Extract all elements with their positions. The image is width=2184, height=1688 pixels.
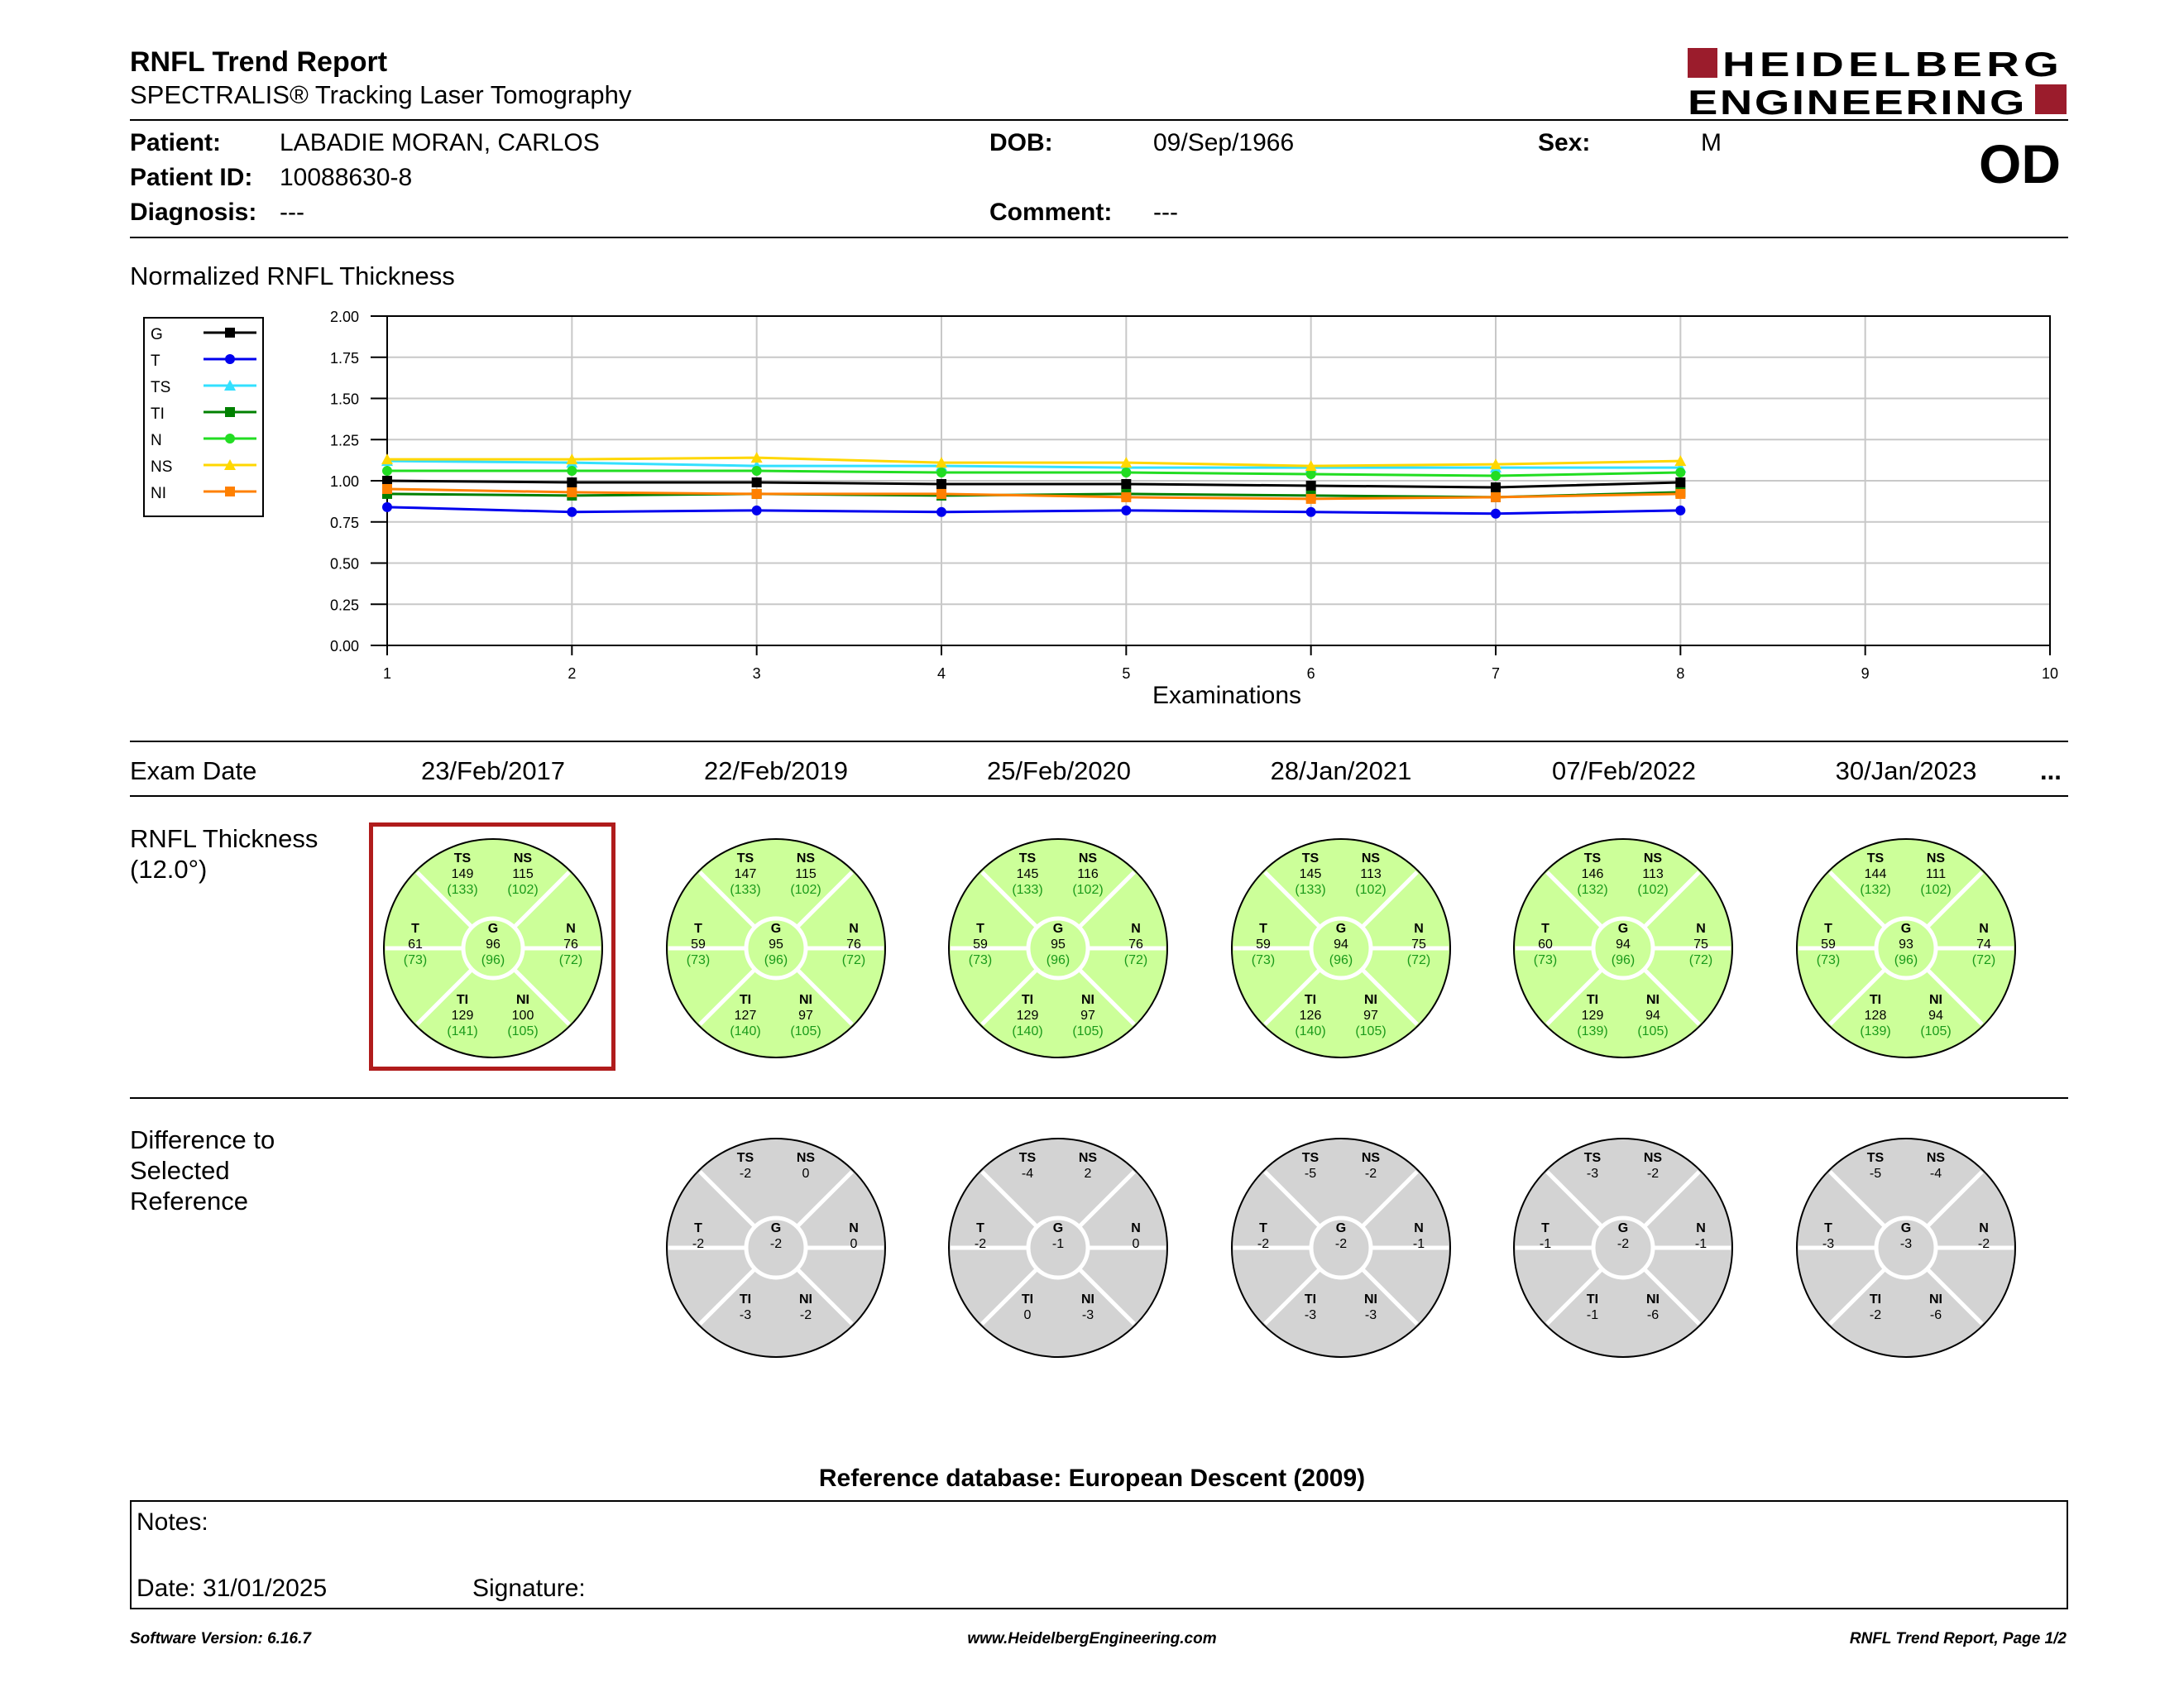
sector-value-ts: -2 — [739, 1167, 752, 1181]
sector-normal-t: (73) — [968, 953, 993, 967]
sector-value-ni: -3 — [1364, 1308, 1377, 1322]
sector-value-ti: 129 — [1581, 1009, 1604, 1023]
sector-label-ni: NI — [799, 993, 812, 1007]
sector-value-ns: 111 — [1925, 867, 1947, 881]
sector-label-ti: TI — [456, 993, 469, 1007]
sector-label-ts: TS — [1866, 1151, 1885, 1165]
sector-normal-g: (96) — [1046, 953, 1070, 967]
chart-title: Normalized RNFL Thickness — [130, 261, 455, 290]
svg-text:ENGINEERING: ENGINEERING — [1688, 83, 2027, 119]
sector-label-n: N — [1979, 1221, 1989, 1235]
sector-value-ns: 2 — [1084, 1167, 1092, 1181]
sector-value-ts: 145 — [1299, 867, 1322, 881]
difference-label-line1: Difference to — [130, 1125, 275, 1154]
sector-label-ns: NS — [1361, 1151, 1381, 1165]
sector-normal-ns: (102) — [1637, 883, 1669, 897]
sector-value-ni: -6 — [1646, 1308, 1660, 1322]
sector-normal-ts: (133) — [447, 883, 478, 897]
sector-label-ts: TS — [453, 851, 472, 866]
sector-value-ts: 149 — [451, 867, 474, 881]
sector-value-g: 94 — [1334, 938, 1348, 952]
x-tick-label: 10 — [2041, 665, 2059, 682]
sector-value-t: -2 — [1257, 1237, 1270, 1251]
sector-value-ti: -3 — [1304, 1308, 1317, 1322]
sector-normal-g: (96) — [1329, 953, 1353, 967]
sector-normal-ti: (139) — [1860, 1024, 1891, 1038]
sector-value-g: 93 — [1899, 938, 1913, 952]
sector-normal-n: (72) — [1971, 953, 1996, 967]
sector-value-ni: 97 — [1080, 1009, 1095, 1023]
rnfl-thickness-circle-4 — [1232, 839, 1450, 1057]
sector-label-ts: TS — [1583, 1151, 1602, 1165]
sector-label-ti: TI — [1586, 1292, 1599, 1307]
sector-label-g: G — [1900, 1221, 1912, 1235]
sector-normal-ni: (105) — [790, 1024, 821, 1038]
sector-normal-ts: (133) — [1295, 883, 1326, 897]
sector-label-ts: TS — [1301, 851, 1320, 866]
sex-value: M — [1701, 129, 1722, 156]
sector-value-n: -1 — [1694, 1237, 1707, 1251]
sector-label-ti: TI — [1021, 993, 1034, 1007]
sector-label-n: N — [1131, 1221, 1141, 1235]
sector-value-ts: -5 — [1304, 1167, 1317, 1181]
sector-label-ni: NI — [799, 1292, 812, 1307]
sector-value-ns: 115 — [512, 867, 534, 881]
sector-label-n: N — [566, 922, 576, 936]
sector-label-n: N — [849, 1221, 859, 1235]
sector-normal-ns: (102) — [507, 883, 539, 897]
rnfl-label: RNFL Thickness — [130, 824, 318, 853]
sector-normal-g: (96) — [1894, 953, 1918, 967]
sector-label-t: T — [694, 922, 702, 936]
x-tick-label: 8 — [1676, 665, 1685, 682]
sector-value-ns: -2 — [1364, 1167, 1377, 1181]
exam-date-5: 07/Feb/2022 — [1551, 756, 1697, 785]
sector-normal-n: (72) — [558, 953, 583, 967]
eye-indicator: OD — [1979, 133, 2061, 194]
x-tick-label: 3 — [752, 665, 761, 682]
sector-value-n: 75 — [1411, 938, 1426, 952]
y-tick-label: 0.25 — [329, 597, 359, 614]
sector-value-ns: 113 — [1360, 867, 1382, 881]
sector-value-t: -1 — [1539, 1237, 1552, 1251]
notes-label: Notes: — [136, 1508, 208, 1536]
sector-normal-ns: (102) — [1920, 883, 1952, 897]
sector-normal-ti: (140) — [730, 1024, 761, 1038]
sex-label: Sex: — [1538, 129, 1591, 156]
exam-date-6: 30/Jan/2023 — [1835, 756, 1977, 785]
sector-label-ts: TS — [1866, 851, 1885, 866]
sector-value-ni: 97 — [798, 1009, 813, 1023]
x-tick-label: 4 — [936, 665, 946, 682]
sector-value-g: -2 — [769, 1237, 783, 1251]
y-tick-label: 1.50 — [329, 391, 359, 408]
sector-label-g: G — [1335, 922, 1347, 936]
sector-label-ti: TI — [1021, 1292, 1034, 1307]
sector-value-t: 59 — [1821, 938, 1836, 952]
sector-value-g: -2 — [1334, 1237, 1348, 1251]
sector-label-ni: NI — [1929, 1292, 1942, 1307]
sector-value-ts: 147 — [734, 867, 757, 881]
sector-value-n: 76 — [563, 938, 578, 952]
sector-label-g: G — [770, 922, 782, 936]
sector-value-g: 95 — [769, 938, 783, 952]
sector-value-g: -2 — [1616, 1237, 1630, 1251]
sector-label-ns: NS — [796, 851, 816, 866]
sector-label-ni: NI — [1081, 993, 1094, 1007]
sector-value-ts: -5 — [1869, 1167, 1882, 1181]
difference-circle-6 — [1797, 1139, 2015, 1357]
sector-label-ns: NS — [1926, 1151, 1946, 1165]
diagnosis-label: Diagnosis: — [130, 199, 257, 226]
sector-normal-n: (72) — [1688, 953, 1713, 967]
sector-value-ts: -4 — [1021, 1167, 1034, 1181]
legend-label-n: N — [151, 432, 162, 449]
sector-value-g: 96 — [486, 938, 500, 952]
sector-label-ti: TI — [1586, 993, 1599, 1007]
difference-circle-5 — [1514, 1139, 1732, 1357]
exam-date-3: 25/Feb/2020 — [986, 756, 1132, 785]
sector-value-ts: 146 — [1581, 867, 1604, 881]
sector-normal-ts: (132) — [1577, 883, 1608, 897]
y-tick-label: 1.75 — [329, 349, 359, 367]
sector-value-ns: 113 — [1642, 867, 1664, 881]
sector-value-g: 94 — [1616, 938, 1631, 952]
sector-value-t: -2 — [974, 1237, 987, 1251]
sector-label-ti: TI — [739, 993, 752, 1007]
sector-normal-g: (96) — [481, 953, 505, 967]
sector-normal-ts: (132) — [1860, 883, 1891, 897]
sector-normal-ti: (139) — [1577, 1024, 1608, 1038]
sector-normal-ni: (105) — [1920, 1024, 1952, 1038]
sector-value-ni: -6 — [1929, 1308, 1942, 1322]
x-tick-label: 9 — [1861, 665, 1870, 682]
y-tick-label: 0.50 — [329, 555, 359, 573]
sector-label-ts: TS — [736, 1151, 754, 1165]
sector-label-ns: NS — [1078, 851, 1098, 866]
sector-normal-ti: (140) — [1295, 1024, 1326, 1038]
signature-label: Signature: — [472, 1575, 586, 1602]
sector-label-ti: TI — [739, 1292, 752, 1307]
y-tick-label: 0.00 — [329, 638, 359, 655]
rnfl-label-angle: (12.0°) — [130, 855, 208, 884]
sector-normal-ts: (133) — [1012, 883, 1043, 897]
sector-label-ni: NI — [516, 993, 529, 1007]
patient-id-value: 10088630-8 — [280, 164, 413, 191]
sector-label-t: T — [1259, 1221, 1267, 1235]
sector-label-n: N — [1979, 922, 1989, 936]
legend-label-t: T — [151, 352, 160, 370]
sector-label-t: T — [411, 922, 419, 936]
sector-value-ti: -1 — [1586, 1308, 1599, 1322]
sector-label-g: G — [1052, 922, 1064, 936]
sector-value-n: 0 — [1132, 1237, 1140, 1251]
sector-label-t: T — [694, 1221, 702, 1235]
sector-label-n: N — [1696, 1221, 1706, 1235]
exam-date-label: Exam Date — [130, 756, 257, 785]
sector-label-ti: TI — [1869, 1292, 1882, 1307]
sector-label-t: T — [1824, 1221, 1832, 1235]
sector-label-ti: TI — [1304, 993, 1317, 1007]
sector-value-t: 60 — [1538, 938, 1553, 952]
y-tick-label: 1.00 — [329, 473, 359, 490]
sector-value-ns: -2 — [1646, 1167, 1660, 1181]
sector-value-ni: 94 — [1645, 1009, 1660, 1023]
sector-value-n: 75 — [1693, 938, 1708, 952]
sector-label-t: T — [976, 1221, 984, 1235]
difference-label-line2: Selected — [130, 1156, 230, 1185]
sector-label-ns: NS — [796, 1151, 816, 1165]
sector-normal-ti: (140) — [1012, 1024, 1043, 1038]
patient-id-label: Patient ID: — [130, 164, 253, 191]
report-subtitle: SPECTRALIS® Tracking Laser Tomography — [130, 80, 632, 109]
dob-label: DOB: — [989, 129, 1053, 156]
sector-value-ti: 127 — [734, 1009, 757, 1023]
sector-value-t: 59 — [691, 938, 706, 952]
difference-circle-3 — [949, 1139, 1167, 1357]
exam-date-1: 23/Feb/2017 — [420, 756, 566, 785]
sector-label-ns: NS — [1643, 851, 1663, 866]
sector-label-n: N — [1414, 922, 1424, 936]
sector-label-g: G — [1900, 922, 1912, 936]
x-tick-label: 6 — [1306, 665, 1315, 682]
sector-label-ns: NS — [1361, 851, 1381, 866]
sector-value-ns: -4 — [1929, 1167, 1942, 1181]
sector-normal-ni: (105) — [507, 1024, 539, 1038]
sector-value-ni: 100 — [511, 1009, 534, 1023]
sector-label-ni: NI — [1646, 993, 1660, 1007]
sector-label-n: N — [1131, 922, 1141, 936]
sector-label-g: G — [770, 1221, 782, 1235]
sector-label-g: G — [1617, 922, 1629, 936]
sector-value-ts: 144 — [1864, 867, 1887, 881]
sector-label-ni: NI — [1929, 993, 1942, 1007]
sector-label-ts: TS — [1583, 851, 1602, 866]
x-tick-label: 1 — [382, 665, 392, 682]
sector-label-g: G — [1052, 1221, 1064, 1235]
sector-value-ni: 97 — [1363, 1009, 1378, 1023]
website[interactable]: www.HeidelbergEngineering.com — [967, 1630, 1217, 1647]
sector-label-t: T — [1259, 922, 1267, 936]
comment-value: --- — [1153, 199, 1178, 226]
sector-label-ts: TS — [736, 851, 754, 866]
sector-normal-g: (96) — [764, 953, 788, 967]
comment-label: Comment: — [989, 199, 1113, 226]
sector-value-ns: 116 — [1077, 867, 1099, 881]
y-tick-label: 0.75 — [329, 514, 359, 531]
sector-value-ti: 128 — [1864, 1009, 1887, 1023]
sector-label-g: G — [1335, 1221, 1347, 1235]
sector-value-ti: 129 — [1016, 1009, 1039, 1023]
svg-text:HEIDELBERG: HEIDELBERG — [1722, 45, 2063, 84]
sector-value-g: 95 — [1051, 938, 1066, 952]
notes-box[interactable] — [130, 1500, 2068, 1609]
more-exams-indicator[interactable]: ... — [2040, 756, 2062, 785]
sector-value-ni: 94 — [1928, 1009, 1943, 1023]
sector-label-ni: NI — [1646, 1292, 1660, 1307]
diagnosis-value: --- — [280, 199, 304, 226]
sector-label-n: N — [1414, 1221, 1424, 1235]
difference-circle-4 — [1232, 1139, 1450, 1357]
sector-value-t: 59 — [1256, 938, 1271, 952]
sector-value-g: -3 — [1899, 1237, 1913, 1251]
sector-value-ti: 126 — [1299, 1009, 1322, 1023]
sector-value-ti: -3 — [739, 1308, 752, 1322]
sector-label-n: N — [1696, 922, 1706, 936]
sector-value-n: 0 — [850, 1237, 858, 1251]
sector-label-t: T — [1541, 1221, 1549, 1235]
sector-label-ti: TI — [1304, 1292, 1317, 1307]
legend-label-ti: TI — [151, 405, 165, 423]
sector-label-ni: NI — [1081, 1292, 1094, 1307]
sector-normal-g: (96) — [1611, 953, 1636, 967]
sector-value-ts: 145 — [1016, 867, 1039, 881]
patient-name: LABADIE MORAN, CARLOS — [280, 129, 600, 156]
sector-value-ns: 0 — [802, 1167, 810, 1181]
software-version: Software Version: 6.16.7 — [130, 1630, 311, 1647]
sector-label-t: T — [1541, 922, 1549, 936]
sector-label-ts: TS — [1018, 1151, 1037, 1165]
y-tick-label: 2.00 — [329, 309, 359, 325]
legend-label-ts: TS — [151, 379, 171, 396]
sector-value-ts: -3 — [1586, 1167, 1599, 1181]
legend-label-g: G — [151, 326, 163, 343]
sector-label-t: T — [976, 922, 984, 936]
sector-label-ts: TS — [1301, 1151, 1320, 1165]
sector-value-ni: -2 — [799, 1308, 812, 1322]
page-number: RNFL Trend Report, Page 1/2 — [1849, 1630, 2067, 1647]
sector-label-ts: TS — [1018, 851, 1037, 866]
sector-normal-ns: (102) — [790, 883, 821, 897]
sector-value-n: 74 — [1976, 938, 1991, 952]
sector-value-ti: 0 — [1023, 1308, 1032, 1322]
sector-value-t: -2 — [692, 1237, 705, 1251]
sector-label-ns: NS — [1926, 851, 1946, 866]
rnfl-thickness-circle-3 — [949, 839, 1167, 1057]
patient-label: Patient: — [130, 129, 222, 156]
sector-normal-t: (73) — [1533, 953, 1558, 967]
dob-value: 09/Sep/1966 — [1153, 129, 1295, 156]
difference-circle-2 — [667, 1139, 885, 1357]
rnfl-thickness-circle-1 — [384, 839, 602, 1057]
sector-normal-n: (72) — [1123, 953, 1148, 967]
sector-label-ti: TI — [1869, 993, 1882, 1007]
sector-label-g: G — [1617, 1221, 1629, 1235]
sector-label-ns: NS — [1643, 1151, 1663, 1165]
x-tick-label: 2 — [568, 665, 577, 682]
y-tick-label: 1.25 — [329, 432, 359, 449]
difference-label-line3: Reference — [130, 1187, 249, 1216]
x-tick-label: 5 — [1122, 665, 1131, 682]
exam-date-4: 28/Jan/2021 — [1270, 756, 1412, 785]
report-title: RNFL Trend Report — [130, 46, 388, 78]
sector-normal-ni: (105) — [1072, 1024, 1104, 1038]
sector-normal-t: (73) — [1251, 953, 1276, 967]
sector-label-n: N — [849, 922, 859, 936]
x-tick-label: 7 — [1491, 665, 1501, 682]
sector-normal-n: (72) — [841, 953, 866, 967]
sector-value-t: 59 — [973, 938, 988, 952]
sector-normal-t: (73) — [686, 953, 711, 967]
rnfl-thickness-circle-5 — [1514, 839, 1732, 1057]
sector-normal-ns: (102) — [1072, 883, 1104, 897]
sector-label-ns: NS — [513, 851, 533, 866]
sector-label-t: T — [1824, 922, 1832, 936]
reference-database: Reference database: European Descent (2009) — [818, 1465, 1366, 1492]
sector-label-ni: NI — [1364, 993, 1377, 1007]
sector-normal-t: (73) — [403, 953, 428, 967]
exam-date-2: 22/Feb/2019 — [703, 756, 849, 785]
rnfl-thickness-circle-6 — [1797, 839, 2015, 1057]
sector-value-ns: 115 — [795, 867, 817, 881]
x-axis-label: Examinations — [1152, 682, 1302, 709]
sector-value-ti: -2 — [1869, 1308, 1882, 1322]
sector-label-ns: NS — [1078, 1151, 1098, 1165]
sector-normal-ti: (141) — [447, 1024, 478, 1038]
sector-normal-ts: (133) — [730, 883, 761, 897]
sector-normal-n: (72) — [1406, 953, 1431, 967]
sector-label-g: G — [487, 922, 499, 936]
print-date: Date: 31/01/2025 — [136, 1575, 328, 1602]
sector-label-ni: NI — [1364, 1292, 1377, 1307]
sector-value-n: -1 — [1412, 1237, 1425, 1251]
sector-normal-ni: (105) — [1355, 1024, 1387, 1038]
rnfl-thickness-circle-2 — [667, 839, 885, 1057]
sector-value-n: 76 — [846, 938, 861, 952]
sector-value-ti: 129 — [451, 1009, 474, 1023]
sector-value-n: -2 — [1977, 1237, 1990, 1251]
sector-value-t: 61 — [408, 938, 423, 952]
legend-label-ns: NS — [151, 458, 173, 476]
sector-value-t: -3 — [1822, 1237, 1835, 1251]
sector-value-ni: -3 — [1081, 1308, 1094, 1322]
sector-normal-t: (73) — [1816, 953, 1841, 967]
sector-normal-ns: (102) — [1355, 883, 1387, 897]
sector-value-n: 76 — [1128, 938, 1143, 952]
legend-label-ni: NI — [151, 485, 166, 502]
sector-value-g: -1 — [1051, 1237, 1065, 1251]
sector-normal-ni: (105) — [1637, 1024, 1669, 1038]
